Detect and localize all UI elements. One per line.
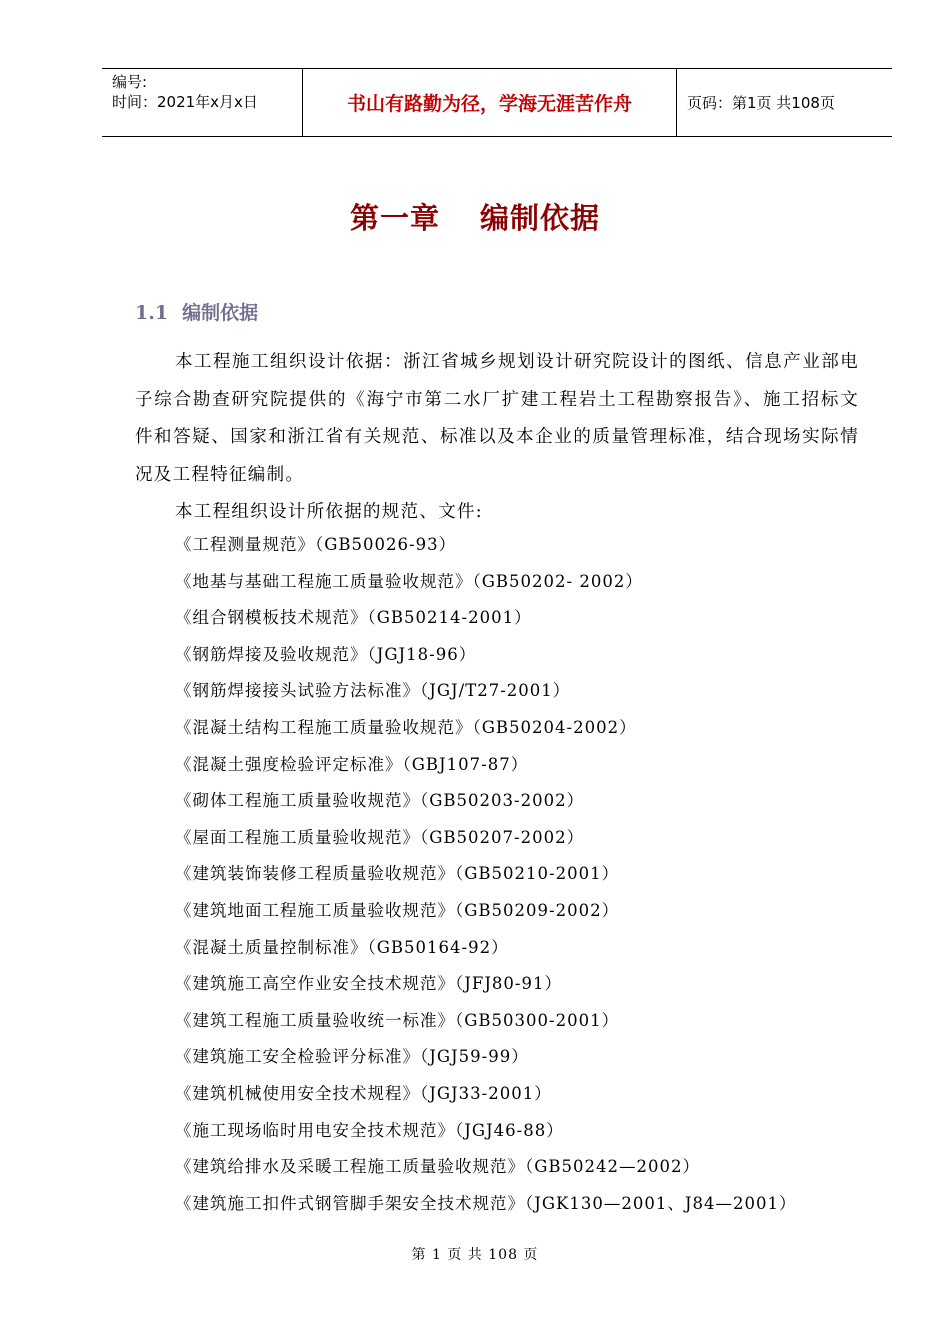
standards-list [175,527,796,1222]
list-item: 《混凝土质量控制标准》（GB50164-92） [175,937,509,957]
list-item: 《混凝土结构工程施工质量验收规范》（GB50204-2002） [175,717,637,737]
page-header-table [102,68,892,137]
list-item: 《建筑施工扣件式钢管脚手架安全技术规范》（JGK130—2001、J84—2001） [175,1193,797,1213]
chapter-name: 编制依据 [480,201,601,235]
time-label: 时间：2021年x月x日 [112,93,258,111]
list-item: 《屋面工程施工质量验收规范》（GB50207-2002） [175,827,585,847]
list-item: 《建筑地面工程施工质量验收规范》（GB50209-2002） [175,900,620,920]
section-heading [135,298,258,325]
list-item: 《组合钢模板技术规范》（GB50214-2001） [175,608,532,628]
list-item: 《混凝土强度检验评定标准》（GBJ107-87） [175,754,529,774]
list-item: 《砌体工程施工质量验收规范》（GB50203-2002） [175,791,585,811]
chapter-title [0,196,950,237]
page-footer: 第 1 页 共 108 页 [411,1247,539,1263]
body-text [135,344,859,532]
list-item: 《建筑施工高空作业安全技术规范》（JFJ80-91） [175,974,562,994]
header-motto-cell [303,69,677,136]
list-item: 《钢筋焊接接头试验方法标准》（JGJ/T27-2001） [175,681,571,701]
header-info-cell [102,69,303,136]
list-item: 《建筑施工安全检验评分标准》（JGJ59-99） [175,1047,529,1067]
paragraph: 本工程组织设计所依据的规范、文件: [175,502,483,522]
chapter-number: 第一章 [349,201,440,235]
motto-text: 书山有路勤为径，学海无涯苦作舟 [346,93,632,115]
number-label: 编号: [112,73,148,91]
paragraph: 本工程施工组织设计依据：浙江省城乡规划设计研究院设计的图纸、信息产业部电子综合勘查研究院提供的《海宁市第二水厂扩建工程岩土工程勘察报告》、施工招标文件和答疑、国家和浙江省有关规范、标准以及本企业的质量管理标准，结合现场实际情况及工程特征编制。 [135,352,859,485]
list-item: 《施工现场临时用电安全技术规范》（JGJ46-88） [175,1120,564,1140]
list-item: 《建筑机械使用安全技术规程》（JGJ33-2001） [175,1083,552,1103]
list-item: 《钢筋焊接及验收规范》（JGJ18-96） [175,644,477,664]
list-item: 《工程测量规范》（GB50026-93） [175,535,457,554]
header-page-cell [677,69,892,136]
page-label: 页码：第1页 共108页 [687,94,835,112]
section-number: 1.1 [135,302,169,324]
list-item: 《地基与基础工程施工质量验收规范》（GB50202- 2002） [175,571,643,591]
section-title: 编制依据 [182,302,259,324]
list-item: 《建筑给排水及采暖工程施工质量验收规范》（GB50242—2002） [175,1157,701,1177]
list-item: 《建筑工程施工质量验收统一标准》（GB50300-2001） [175,1010,620,1030]
list-item: 《建筑装饰装修工程质量验收规范》（GB50210-2001） [175,864,620,884]
